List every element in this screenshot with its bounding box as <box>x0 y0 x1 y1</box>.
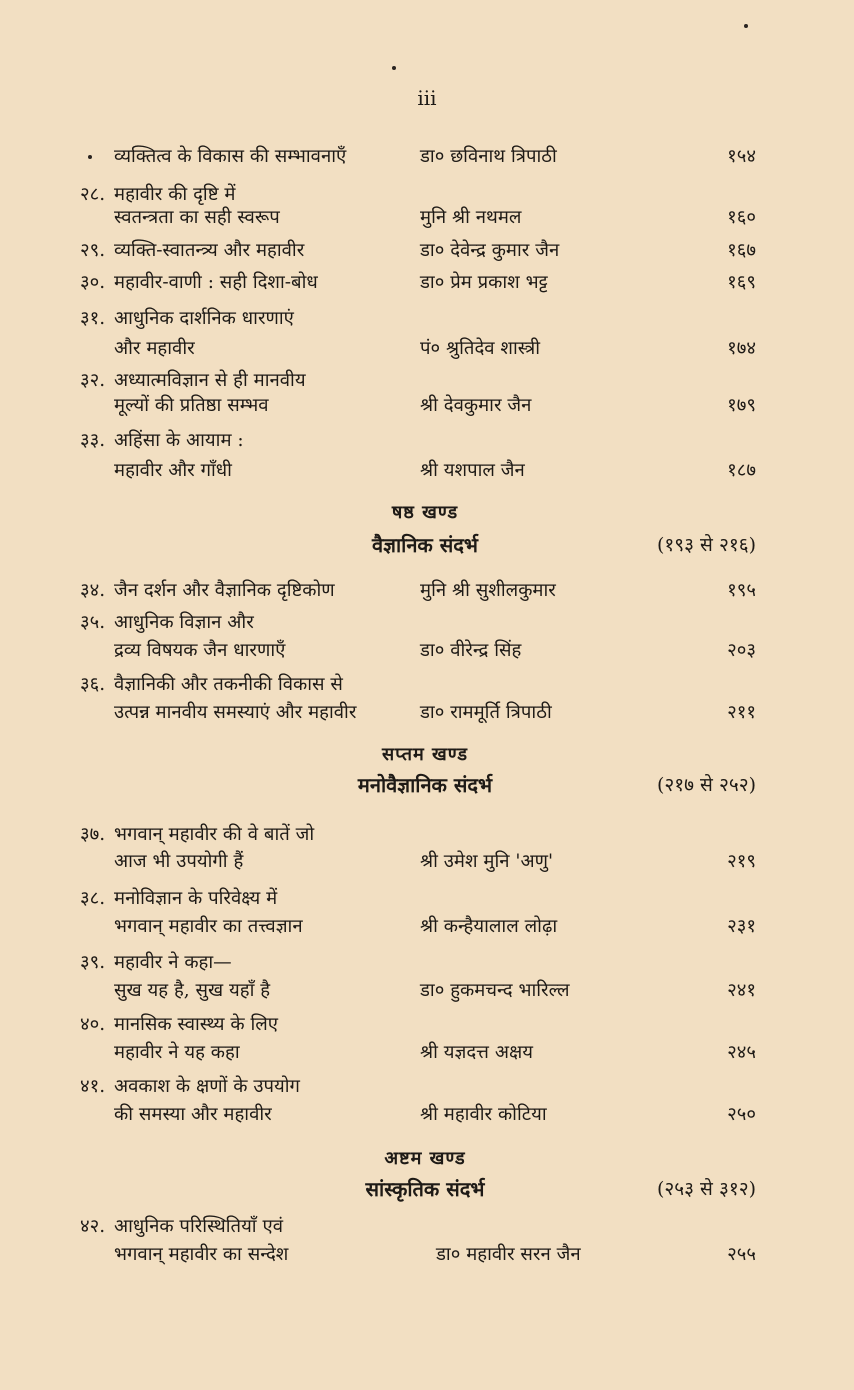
toc-entry <box>0 948 854 978</box>
entry-title-cont: आज भी उपयोगी हैं <box>114 851 244 872</box>
entry-title: व्यक्ति-स्वातन्त्र्य और महावीर <box>114 240 305 261</box>
entry-number: २८. <box>80 184 106 205</box>
entry-page: २३१ <box>727 916 756 937</box>
entry-author: डा० राममूर्ति त्रिपाठी <box>420 702 552 723</box>
entry-title-cont: सुख यह है, सुख यहाँ है <box>114 980 271 1001</box>
entry-title: भगवान् महावीर की वे बातें जो <box>114 824 315 845</box>
entry-author: श्री यशपाल जैन <box>420 460 525 481</box>
entry-title: महावीर की दृष्टि में <box>114 184 236 205</box>
entry-number: ४२. <box>80 1216 106 1237</box>
entry-author: डा० हुकमचन्द भारिल्ल <box>420 980 570 1001</box>
entry-page: १६७ <box>727 240 756 261</box>
toc-entry <box>0 142 854 172</box>
toc-entry-cont <box>0 636 854 666</box>
entry-author: श्री यज्ञदत्त अक्षय <box>420 1042 533 1063</box>
entry-author: डा० वीरेन्द्र सिंह <box>420 640 522 661</box>
ink-speck <box>392 66 396 70</box>
entry-page: २१९ <box>727 851 756 872</box>
entry-title: व्यक्तित्व के विकास की सम्भावनाएँ <box>114 146 347 167</box>
entry-title-cont: उत्पन्न मानवीय समस्याएं और महावीर <box>114 702 357 723</box>
entry-title-cont: महावीर और गाँधी <box>114 460 232 481</box>
toc-entry-cont <box>0 203 854 233</box>
entry-author: मुनि श्री नथमल <box>420 207 522 228</box>
entry-number: ४०. <box>80 1014 106 1035</box>
entry-number: ३४. <box>80 580 106 601</box>
section-page-range: (२५३ से ३१२) <box>656 1178 756 1200</box>
entry-author: पं० श्रुतिदेव शास्त्री <box>420 338 541 359</box>
toc-entry-cont <box>0 391 854 421</box>
entry-number: ३५. <box>80 612 106 633</box>
entry-page: १६९ <box>727 272 756 293</box>
toc-entry <box>0 1010 854 1040</box>
entry-author: श्री कन्हैयालाल लोढ़ा <box>420 916 558 937</box>
entry-title: वैज्ञानिकी और तकनीकी विकास से <box>114 674 343 695</box>
entry-title: अध्यात्मविज्ञान से ही मानवीय <box>114 370 306 391</box>
entry-page: २४५ <box>727 1042 756 1063</box>
toc-entry <box>0 670 854 700</box>
toc-entry <box>0 884 854 914</box>
entry-number: ३८. <box>80 888 106 909</box>
toc-entry <box>0 1212 854 1242</box>
entry-page: १८७ <box>727 460 756 481</box>
entry-title: जैन दर्शन और वैज्ञानिक दृष्टिकोण <box>114 580 335 601</box>
toc-entry-cont <box>0 976 854 1006</box>
entry-title: महावीर ने कहा— <box>114 952 232 973</box>
toc-entry-cont <box>0 1038 854 1068</box>
ink-speck <box>744 24 748 28</box>
entry-author: श्री महावीर कोटिया <box>420 1104 547 1125</box>
entry-title: आधुनिक विज्ञान और <box>114 612 254 633</box>
entry-title: आधुनिक दार्शनिक धारणाएं <box>114 308 294 329</box>
entry-title: मानसिक स्वास्थ्य के लिए <box>114 1014 279 1035</box>
toc-entry <box>0 820 854 850</box>
entry-page: १५४ <box>727 146 756 167</box>
toc-entry <box>0 268 854 298</box>
section-heading <box>0 1174 854 1204</box>
section-page-range: (१९३ से २१६) <box>656 534 756 556</box>
toc-entry <box>0 304 854 334</box>
toc-page: iii व्यक्तित्व के विकास की सम्भावनाएँ डा० छविनाथ त्रिपाठी १५४ २८. महावीर की दृष्टि में स्वतन्त्रता का सही स्वरूप मुनि श्री नथमल १६० २९. व्यक्ति-स्वातन्त्र्य और महावीर डा० देवेन्द्र कुमार जैन १६७ ३०. महावीर-वाणी : सही दिशा-बोध डा० प्रेम प्रकाश भट्ट १६९ ३१. आधुनिक दार्शनिक धारणाएं और महावीर पं० श्रुतिदेव शास्त्री १७४ ३२. अध्यात्मविज्ञान से ही मानवीय मूल्यों की प्रतिष्ठा सम्भव श्री देवकुमार जैन १७९ ३३. अहिंसा के आयाम : महावीर और गाँधी श्री यशपाल जैन १८७ षष्ठ खण्ड वैज्ञानिक संदर्भ (१९३ से २१६) ३४. जैन दर्शन और वैज्ञानिक दृष्टिकोण मुनि श्री सुशीलकुमार १९५ ३५. आधुनिक विज्ञान और द्रव्य विषयक जैन धारणाएँ डा० वीरेन्द्र सिंह २०३ ३६. वैज्ञानिकी और तकनीकी विकास से उत्पन्न मानवीय समस्याएं और महावीर डा० राममूर्ति त्रिपाठी २११ सप्तम खण्ड मनोवैज्ञानिक संदर्भ (२१७ से २५२) ३७. भगवान् महावीर की वे बातें जो आज भी उपयोगी हैं श्री उमेश मुनि 'अणु' २१९ ३८. मनोविज्ञान के परिवेक्ष्य में भगवान् महावीर का तत्त्वज्ञान श्री कन्हैयालाल लोढ़ा २३१ ३९. महावीर ने कहा— सुख यह है, सुख यहाँ है डा० हुकमचन्द भारिल्ल २४१ ४०. मानसिक स्वास्थ्य के लिए महावीर ने यह कहा श्री यज्ञदत्त अक्षय २४५ ४१. अवकाश के क्षणों के उपयोग की समस्या और महावीर श्री महावीर कोटिया २५० अष्टम खण्ड सांस्कृतिक संदर्भ (२५३ से ३१२) ४२. आधुनिक परिस्थितियाँ एवं भगवान् महावीर का सन्देश डा० महावीर सरन जैन २५५ <box>0 0 854 1390</box>
entry-title-cont: मूल्यों की प्रतिष्ठा सम्भव <box>114 395 269 416</box>
entry-number: ३०. <box>80 272 106 293</box>
section-page-range: (२१७ से २५२) <box>656 774 756 796</box>
entry-page: १९५ <box>727 580 756 601</box>
entry-page: १७९ <box>727 395 756 416</box>
toc-entry-cont <box>0 1240 854 1270</box>
toc-entry-cont <box>0 334 854 364</box>
toc-entry <box>0 1072 854 1102</box>
toc-entry-cont <box>0 456 854 486</box>
toc-entry-cont <box>0 698 854 728</box>
toc-entry <box>0 236 854 266</box>
entry-title-cont: भगवान् महावीर का तत्त्वज्ञान <box>114 916 303 937</box>
section-title: वैज्ञानिक संदर्भ <box>372 533 478 557</box>
entry-page: २११ <box>727 702 756 723</box>
toc-entry-cont <box>0 847 854 877</box>
entry-author: डा० महावीर सरन जैन <box>436 1244 581 1265</box>
entry-page: १७४ <box>727 338 756 359</box>
entry-number: ३२. <box>80 370 106 391</box>
entry-title: आधुनिक परिस्थितियाँ एवं <box>114 1216 283 1237</box>
entry-title: महावीर-वाणी : सही दिशा-बोध <box>114 272 318 293</box>
entry-author: श्री देवकुमार जैन <box>420 395 532 416</box>
entry-author: श्री उमेश मुनि 'अणु' <box>420 851 554 872</box>
entry-title-cont: भगवान् महावीर का सन्देश <box>114 1244 289 1265</box>
entry-title-cont: महावीर ने यह कहा <box>114 1042 240 1063</box>
entry-author: डा० प्रेम प्रकाश भट्ट <box>420 272 548 293</box>
section-heading <box>0 770 854 800</box>
toc-entry-cont <box>0 1100 854 1130</box>
section-title: सांस्कृतिक संदर्भ <box>365 1177 485 1201</box>
entry-title: अहिंसा के आयाम : <box>114 430 244 451</box>
section-heading <box>0 530 854 560</box>
entry-number: ३९. <box>80 952 106 973</box>
page-number: iii <box>417 86 437 110</box>
entry-author: मुनि श्री सुशीलकुमार <box>420 580 556 601</box>
entry-page: २५० <box>727 1104 756 1125</box>
entry-page: २०३ <box>727 640 756 661</box>
entry-title-cont: स्वतन्त्रता का सही स्वरूप <box>114 207 280 228</box>
entry-number: ३६. <box>80 674 106 695</box>
entry-title: अवकाश के क्षणों के उपयोग <box>114 1076 300 1097</box>
entry-author: डा० देवेन्द्र कुमार जैन <box>420 240 560 261</box>
entry-number: ३७. <box>80 824 106 845</box>
entry-number: ४१. <box>80 1076 106 1097</box>
entry-number: ३३. <box>80 430 106 451</box>
entry-number: ३१. <box>80 308 106 329</box>
entry-page: २४१ <box>727 980 756 1001</box>
toc-entry <box>0 576 854 606</box>
toc-entry <box>0 426 854 456</box>
entry-number: २९. <box>80 240 106 261</box>
entry-title-cont: द्रव्य विषयक जैन धारणाएँ <box>114 640 286 661</box>
toc-entry-cont <box>0 912 854 942</box>
toc-entry <box>0 608 854 638</box>
entry-page: २५५ <box>727 1244 756 1265</box>
entry-title-cont: की समस्या और महावीर <box>114 1104 272 1125</box>
entry-title-cont: और महावीर <box>114 338 195 359</box>
entry-author: डा० छविनाथ त्रिपाठी <box>420 146 557 167</box>
section-title: मनोवैज्ञानिक संदर्भ <box>357 773 493 797</box>
entry-title: मनोविज्ञान के परिवेक्ष्य में <box>114 888 278 909</box>
entry-page: १६० <box>727 207 756 228</box>
